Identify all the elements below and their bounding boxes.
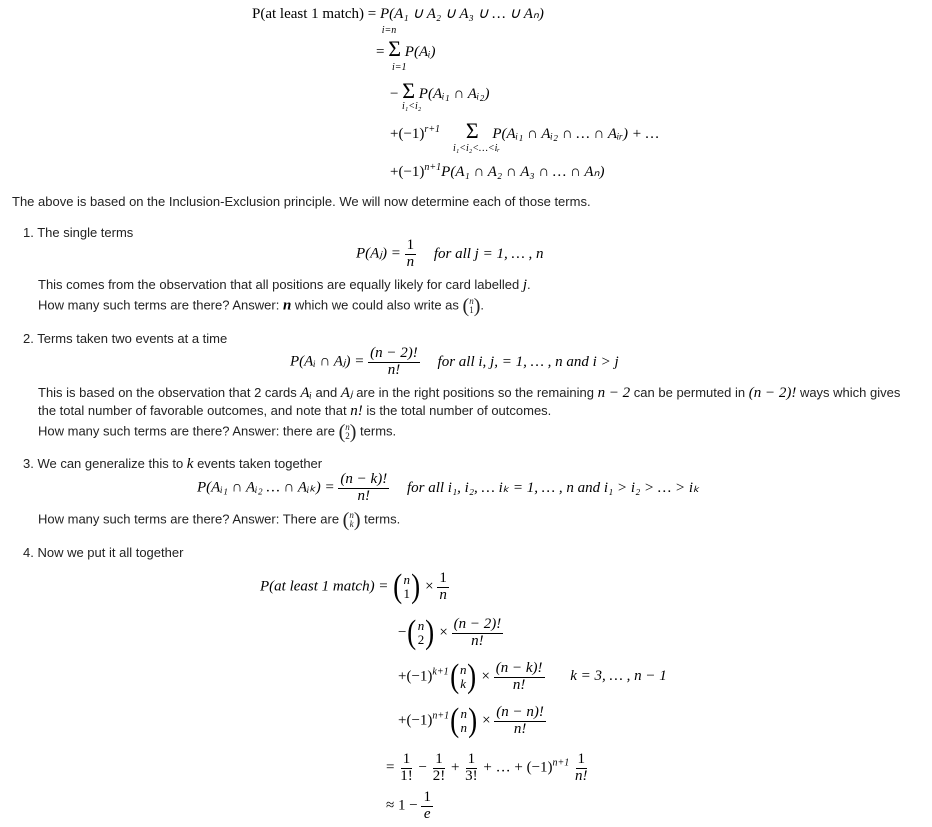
text: terms.	[360, 511, 401, 527]
item3-fraction	[338, 472, 389, 505]
r3-cond: k = 3, … , n − 1	[570, 668, 667, 685]
binomial-n-k: ( n k )	[342, 509, 361, 531]
item3-title	[23, 456, 322, 473]
frac-den: n!	[513, 720, 527, 737]
frac-1-3	[463, 752, 480, 785]
frac-num: 1	[402, 751, 411, 767]
text: ways which gives	[796, 385, 901, 400]
text: terms.	[356, 423, 397, 439]
final-r4-fraction	[494, 705, 546, 738]
sum-bottom-limit: i=1	[392, 62, 407, 73]
frac-den: 2!	[432, 767, 446, 784]
r2-sign: −	[398, 624, 407, 641]
times-sign: ×	[425, 578, 434, 595]
frac-den: n	[406, 253, 415, 270]
frac-den: n	[439, 586, 447, 603]
frac-num: 1	[423, 789, 431, 805]
approx-text: ≈ 1 −	[386, 797, 418, 814]
top-exp-n: n+1	[424, 162, 442, 173]
item2-eq-lhs: P(Aᵢ ∩ Aⱼ) =	[290, 353, 365, 370]
tail-terms: + … + (−1)	[483, 759, 553, 776]
item3-line1	[38, 510, 400, 530]
item1-eq-lhs: P(Aⱼ) =	[356, 245, 401, 262]
final-lhs: P(at least 1 match) =	[260, 578, 389, 595]
top-exp-r: r+1	[424, 124, 441, 135]
binom-bottom: k	[460, 676, 467, 691]
frac-num: (n − 2)!	[370, 345, 418, 361]
top-eq-line2	[376, 38, 435, 61]
frac-den: 3!	[465, 767, 478, 784]
item3-cond: for all i₁, i₂, … iₖ = 1, … , n and i₁ > i₂ > … > iₖ	[406, 479, 700, 496]
math: Aᵢ	[300, 385, 312, 401]
frac-den: n!	[387, 361, 401, 378]
item2-line2	[38, 403, 551, 420]
item1-line2	[38, 296, 484, 316]
top-plus-r: +(−1)	[390, 126, 425, 142]
binom-n-k: ( n k )	[449, 658, 477, 695]
frac-den: n!	[471, 632, 484, 649]
eq-sign: =	[386, 759, 395, 776]
binom-top: n	[345, 422, 350, 432]
top-lhs: P(at least 1 match) =	[252, 6, 381, 22]
item2-line1	[38, 383, 900, 402]
binom-top: n	[417, 618, 425, 634]
math: n!	[350, 403, 363, 419]
binom-top: n	[469, 296, 474, 306]
top-term2: P(Aᵢ₁ ∩ Aᵢ₂)	[418, 86, 490, 102]
top-union: P(A₁ ∪ A₂ ∪ A₃ ∪ … ∪ Aₙ)	[380, 6, 544, 22]
binom-bottom: 1	[469, 305, 474, 315]
top-eq-line4	[390, 120, 659, 143]
frac-num: 1	[406, 237, 415, 253]
item4-title: 4. Now we put it all together	[23, 545, 184, 560]
r5-exp: n+1	[552, 757, 570, 769]
item1-cond: for all j = 1, … , n	[433, 245, 544, 262]
top-eq-line1	[252, 4, 544, 23]
intro-text: The above is based on the Inclusion-Exclusion principle. We will now determine each of those terms.	[12, 194, 591, 209]
text: are in the right positions so the remaining	[352, 385, 598, 400]
top-term4: P(A₁ ∩ A₂ ∩ A₃ ∩ … ∩ Aₙ)	[441, 164, 605, 180]
frac-1-n	[573, 752, 590, 785]
text: events taken together	[193, 456, 323, 471]
item3-eq-lhs: P(Aᵢ₁ ∩ Aᵢ₂ … ∩ Aᵢₖ) =	[197, 479, 335, 496]
final-row5	[386, 752, 590, 785]
r4-exp: n+1	[432, 710, 450, 722]
sum-top-limit: i=n	[381, 25, 397, 36]
item2-fraction	[368, 346, 420, 379]
final-r1-fraction	[437, 571, 449, 604]
frac-den: e	[423, 805, 431, 822]
sigma-symbol: Σ	[388, 36, 402, 61]
top-plus-n: +(−1)	[390, 164, 425, 180]
math-n: n	[282, 297, 292, 314]
text: How many such terms are there? Answer: there are	[38, 423, 339, 439]
item1-title: 1. The single terms	[23, 225, 134, 240]
math-j: j	[522, 277, 528, 293]
binom-bottom: 1	[403, 586, 411, 601]
frac-num: 1	[439, 569, 447, 586]
final-row6	[386, 790, 433, 823]
frac-1-e	[421, 790, 433, 823]
frac-1-1	[398, 752, 415, 785]
text: and	[311, 385, 341, 400]
binomial-n-2: ( n 2 )	[338, 421, 357, 443]
sigma-symbol: Σ	[465, 118, 479, 143]
sum2-sub: i₁<i₂	[402, 101, 422, 112]
top-eq-line5	[390, 162, 604, 181]
text: 3. We can generalize this to	[23, 456, 187, 471]
binom-bottom: k	[349, 519, 354, 529]
top-eq-sign: =	[376, 44, 385, 60]
sigma-symbol: Σ	[402, 78, 416, 103]
math: (n − 2)!	[748, 385, 797, 401]
times-sign: ×	[439, 624, 448, 641]
binom-n-2: ( n 2 )	[407, 614, 435, 651]
binom-bottom: 2	[417, 632, 425, 647]
frac-den: 1!	[400, 767, 413, 784]
final-r2-fraction	[452, 617, 504, 650]
item2-cond: for all i, j, = 1, … , n and i > j	[437, 353, 619, 370]
binom-top: n	[460, 706, 467, 722]
text: the total number of favorable outcomes, and note that	[38, 403, 351, 418]
plus-sign: +	[450, 759, 460, 776]
r4-sign: +(−1)	[398, 712, 433, 729]
minus-sign: −	[418, 759, 427, 776]
final-row4	[398, 704, 546, 738]
top-term1: P(Aᵢ)	[404, 44, 436, 60]
r3-exp: k+1	[432, 666, 449, 678]
final-row2	[398, 616, 503, 650]
item1-equation	[356, 238, 544, 271]
top-sum-block	[374, 26, 404, 36]
text: This is based on the observation that 2 cards	[38, 385, 301, 400]
item2-title: 2. Terms taken two events at a time	[23, 331, 228, 346]
frac-den: n!	[357, 487, 371, 504]
frac-num: (n − 2)!	[453, 615, 502, 632]
binom-n-n: ( n n )	[450, 702, 478, 739]
frac-num: (n − n)!	[496, 703, 544, 720]
item3-equation	[197, 472, 699, 505]
frac-num: 1	[577, 751, 586, 767]
frac-num: (n − k)!	[495, 659, 543, 676]
text: is the total number of outcomes.	[362, 403, 552, 418]
item1-fraction	[405, 238, 417, 271]
math: Aⱼ	[340, 385, 353, 401]
final-row1	[260, 570, 449, 604]
times-sign: ×	[481, 668, 490, 685]
text: How many such terms are there? Answer: There are	[38, 511, 343, 527]
binom-top: n	[403, 572, 411, 588]
sum3-sub: i₁<i₂<…<iᵣ	[453, 143, 500, 154]
math: n − 2	[597, 385, 631, 401]
final-row3	[398, 660, 667, 694]
item2-line3	[38, 422, 396, 442]
binom-bottom: n	[460, 720, 467, 735]
top-minus: −	[390, 86, 399, 102]
item1-line1	[38, 277, 531, 294]
text: How many such terms are there? Answer:	[38, 297, 283, 313]
frac-den: n!	[575, 767, 588, 784]
times-sign: ×	[482, 712, 491, 729]
item2-equation	[290, 346, 619, 379]
top-term3: P(Aᵢ₁ ∩ Aᵢ₂ ∩ … ∩ Aᵢᵣ) + …	[492, 126, 660, 142]
text: .	[480, 297, 484, 313]
binom-bottom: 2	[345, 431, 350, 441]
text: This comes from the observation that all positions are equally likely for card labelled	[38, 277, 523, 292]
frac-1-2	[431, 752, 448, 785]
final-r3-fraction	[494, 661, 545, 694]
frac-num: 1	[467, 751, 476, 767]
binom-n-1: ( n 1 )	[393, 568, 421, 605]
frac-den: n!	[512, 676, 526, 693]
math-k: k	[186, 456, 194, 472]
binom-top: n	[459, 662, 467, 678]
binomial-n-1: ( n 1 )	[462, 295, 481, 317]
text: .	[527, 277, 531, 292]
r3-sign: +(−1)	[398, 668, 433, 685]
binom-top: n	[349, 510, 354, 520]
text: can be permuted in	[630, 385, 749, 400]
frac-num: 1	[435, 751, 443, 767]
top-eq-line3	[390, 80, 490, 103]
frac-num: (n − k)!	[340, 471, 388, 487]
text: which we could also write as	[291, 297, 463, 313]
